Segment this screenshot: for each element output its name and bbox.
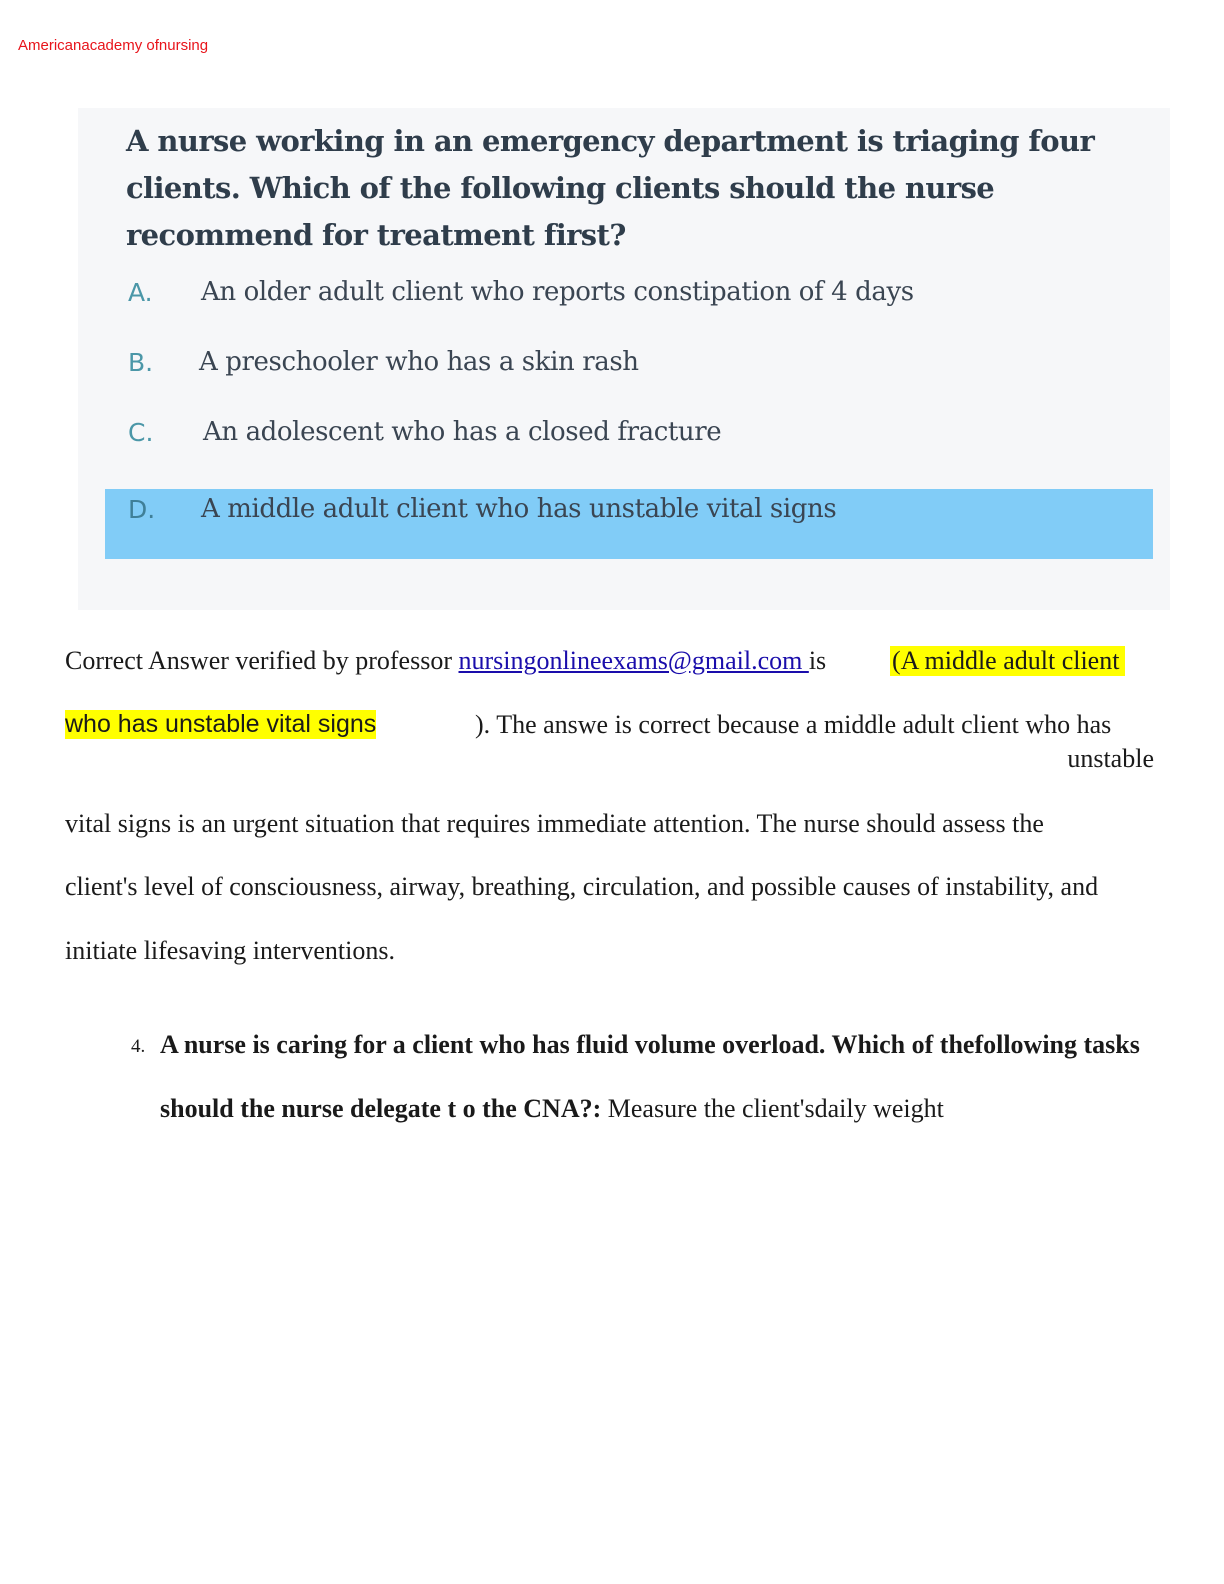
option-c[interactable] [105, 405, 1153, 475]
answer-line-5: initiate lifesaving interventions. [65, 936, 395, 965]
question-4-answer: Measure the client'sdaily weight [601, 1094, 944, 1123]
question-4-number: 4. [131, 1036, 146, 1057]
quiz-card [78, 108, 1170, 610]
option-letter: B. [128, 348, 154, 377]
option-b[interactable] [105, 335, 1153, 405]
question-4-text-cont: should the nurse delegate t o the CNA?: [160, 1094, 602, 1123]
answer-wrap-word: unstable [1067, 744, 1154, 773]
question-4-text: A nurse is caring for a client who has fluid volume overload. Which of thefollowing tasks [160, 1030, 1140, 1059]
option-text: A middle adult client who has unstable vital signs [201, 494, 837, 524]
question-4-line-2 [160, 1094, 944, 1124]
answer-intro: Correct Answer verified by professor [65, 646, 459, 675]
option-letter: D. [128, 495, 156, 524]
option-text: A preschooler who has a skin rash [199, 347, 639, 377]
answer-highlight-2: who has unstable vital signs [65, 710, 377, 738]
answer-line-4: client's level of consciousness, airway, breathing, circulation, and possible causes of instability, and [65, 872, 1099, 901]
header-brand: Americanacademy ofnursing [18, 37, 209, 54]
email-link[interactable]: nursingonlineexams@gmail.com [458, 646, 809, 675]
answer-line-1 [65, 646, 826, 676]
answer-highlight-1: (A middle adult client [890, 646, 1125, 676]
option-letter: A. [128, 278, 153, 307]
answer-line-2: ). The answe is correct because a middle adult client who has [475, 710, 1112, 739]
option-a[interactable] [105, 265, 1153, 335]
answer-is: is [808, 646, 827, 675]
option-d-selected[interactable] [105, 489, 1153, 559]
quiz-question: A nurse working in an emergency department is triaging four clients. Which of the following clients should the nurse recommend for treatment first? [126, 124, 1095, 252]
question-4-line-1 [160, 1030, 1140, 1060]
option-letter: C. [128, 418, 154, 447]
answer-line-3: vital signs is an urgent situation that requires immediate attention. The nurse should assess the [65, 809, 1044, 838]
option-text: An adolescent who has a closed fracture [203, 417, 722, 447]
option-text: An older adult client who reports constipation of 4 days [201, 277, 914, 307]
